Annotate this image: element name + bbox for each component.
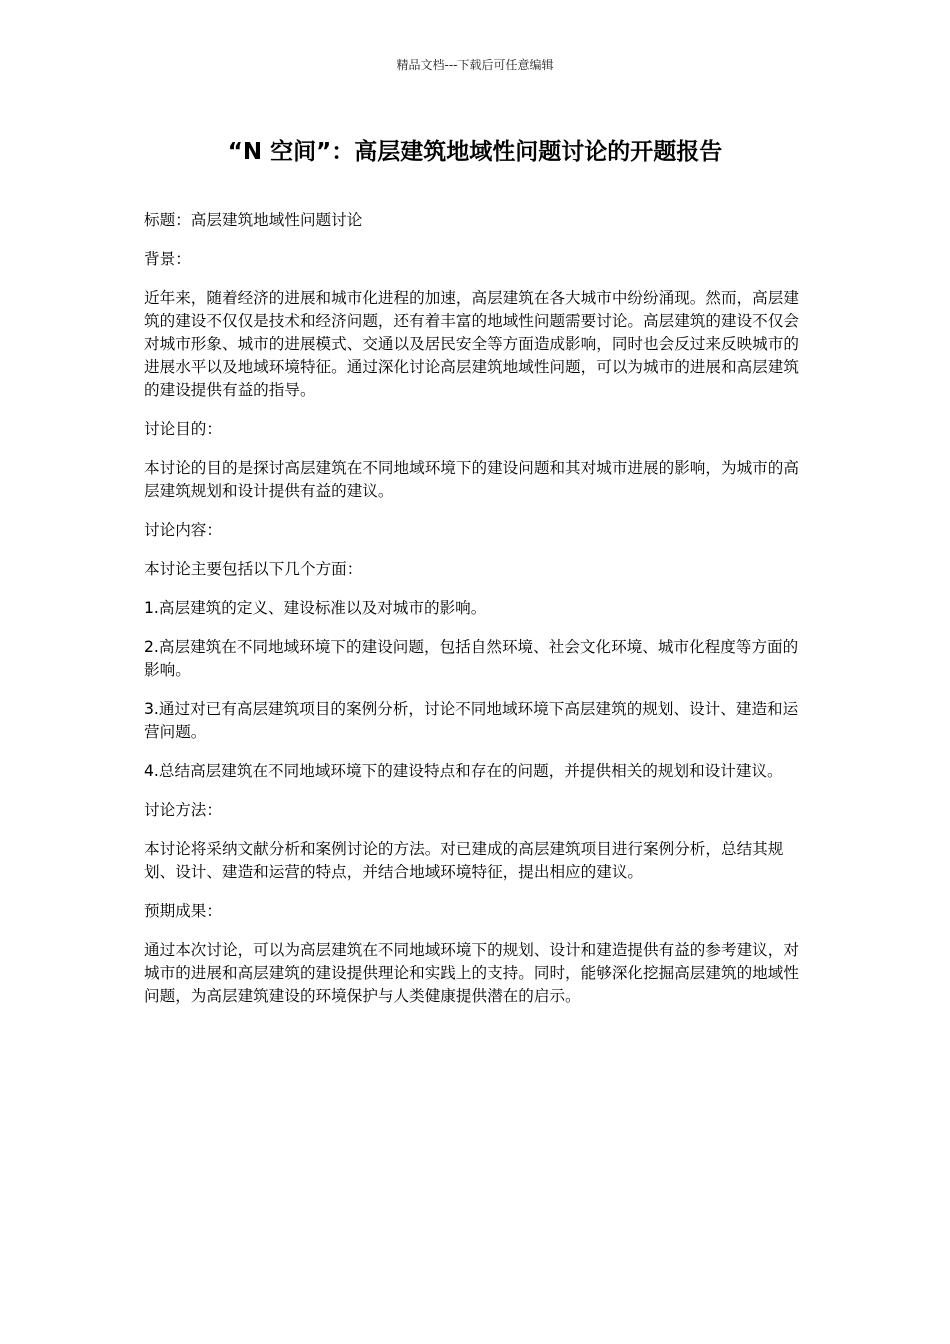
paragraph-background: 近年来，随着经济的进展和城市化进程的加速，高层建筑在各大城市中纷纷涌现。然而，高层建筑的建设不仅仅是技术和经济问题，还有着丰富的地域性问题需要讨论。高层建筑的建设不仅会对城市形象、城市的进展模式、交通以及居民安全等方面造成影响，同时也会反过来反映城市的进展水平以及地域环境特征。通过深化讨论高层建筑地域性问题，可以为城市的进展和高层建筑的建设提供有益的指导。 <box>144 289 799 399</box>
document-title: “N 空间”：高层建筑地域性问题讨论的开题报告 <box>227 139 723 165</box>
heading-method: 讨论方法： <box>144 801 222 819</box>
paragraph-method: 本讨论将采纳文献分析和案例讨论的方法。对已建成的高层建筑项目进行案例分析，总结其规划、设计、建造和运营的特点，并结合地域环境特征，提出相应的建议。 <box>144 840 784 881</box>
paragraph-purpose: 本讨论的目的是探讨高层建筑在不同地域环境下的建设问题和其对城市进展的影响，为城市的高层建筑规划和设计提供有益的建议。 <box>144 459 799 500</box>
list-item-3: 3.通过对已有高层建筑项目的案例分析，讨论不同地域环境下高层建筑的规划、设计、建造和运营问题。 <box>144 700 799 741</box>
heading-purpose: 讨论目的： <box>144 420 222 438</box>
header-note: 精品文档---下载后可任意编辑 <box>396 58 554 72</box>
paragraph-content-intro: 本讨论主要包括以下几个方面： <box>144 560 363 578</box>
list-item-4: 4.总结高层建筑在不同地域环境下的建设特点和存在的问题，并提供相关的规划和设计建议。 <box>144 762 783 780</box>
paragraph-expected-results: 通过本次讨论，可以为高层建筑在不同地域环境下的规划、设计和建造提供有益的参考建议，对城市的进展和高层建筑的建设提供理论和实践上的支持。同时，能够深化挖掘高层建筑的地域性问题，为高层建筑建设的环境保护与人类健康提供潜在的启示。 <box>144 941 799 1005</box>
heading-content: 讨论内容： <box>144 521 222 539</box>
heading-background: 背景： <box>144 250 191 268</box>
paragraph-topic: 标题：高层建筑地域性问题讨论 <box>144 211 363 229</box>
document-body <box>144 209 809 1024</box>
list-item-1: 1.高层建筑的定义、建设标准以及对城市的影响。 <box>144 599 487 617</box>
list-item-2: 2.高层建筑在不同地域环境下的建设问题，包括自然环境、社会文化环境、城市化程度等方面的影响。 <box>144 638 799 679</box>
heading-expected-results: 预期成果： <box>144 902 222 920</box>
